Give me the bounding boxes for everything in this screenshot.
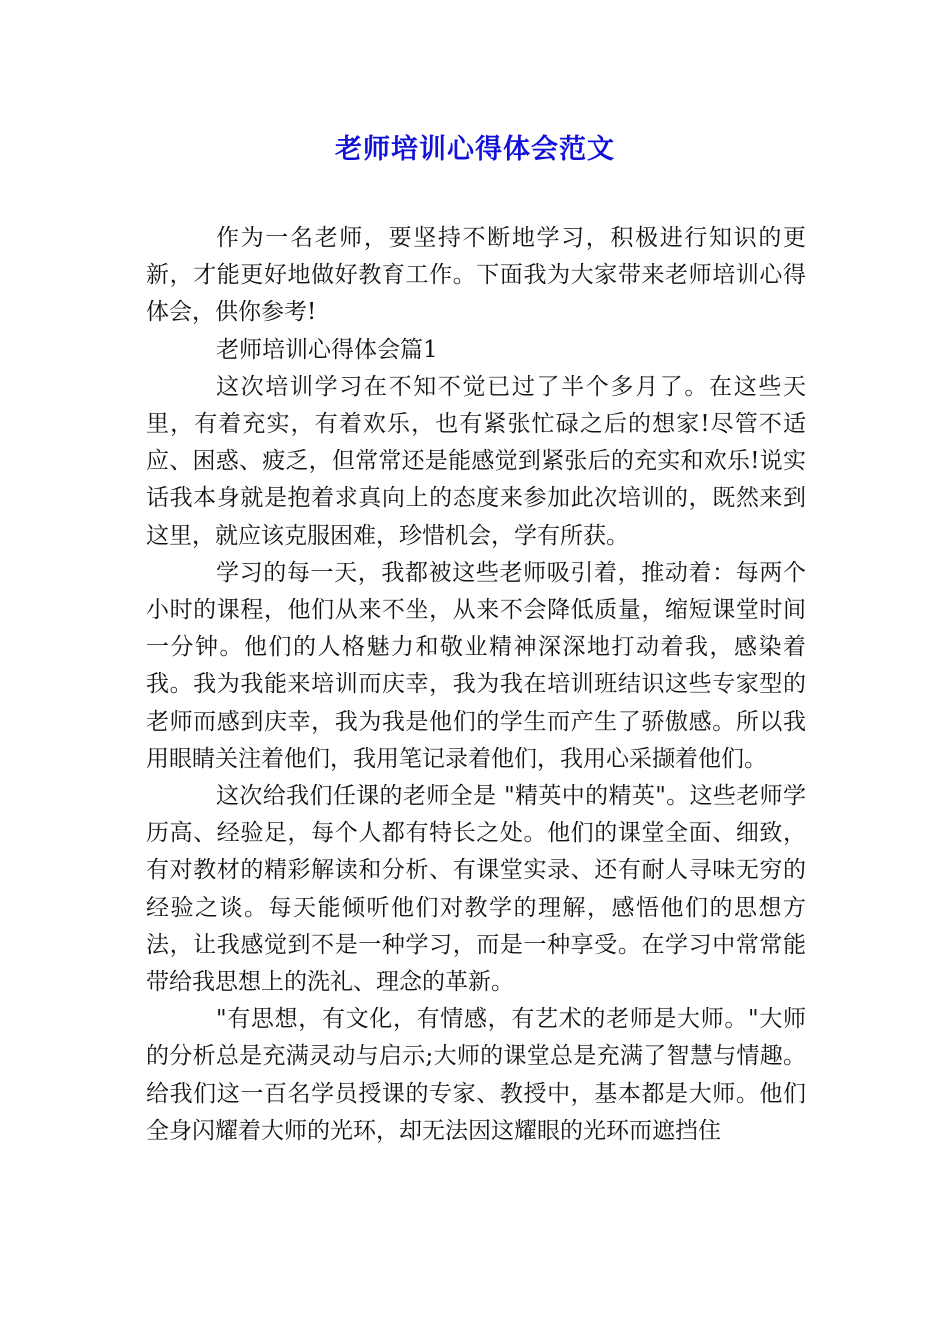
- paragraph: 这次给我们任课的老师全是 "精英中的精英"。这些老师学历高、经验足，每个人都有特长之处。他们的课堂全面、细致，有对教材的精彩解读和分析、有课堂实录、还有耐人寻味无穷的经验之谈。每天能倾听他们对教学的理解，感悟他们的思想方法，让我感觉到不是一种学习，而是一种享受。在学习中常常能带给我思想上的洗礼、理念的革新。: [146, 783, 806, 996]
- paragraph: 学习的每一天，我都被这些老师吸引着，推动着：每两个小时的课程，他们从来不坐，从来不会降低质量，缩短课堂时间一分钟。他们的人格魅力和敬业精神深深地打动着我，感染着我。我为我能来培训而庆幸，我为我在培训班结识这些专家型的老师而感到庆幸，我为我是他们的学生而产生了骄傲感。所以我用眼睛关注着他们，我用笔记录着他们，我用心采撷着他们。: [146, 559, 806, 772]
- document-title: 老师培训心得体会范文: [335, 134, 615, 165]
- paragraph: "有思想，有文化，有情感，有艺术的老师是大师。"大师的分析总是充满灵动与启示;大师的课堂总是充满了智慧与情趣。给我们这一百名学员授课的专家、教授中，基本都是大师。他们全身闪耀着大师的光环，却无法因这耀眼的光环而遮挡住: [146, 1006, 806, 1144]
- paragraph-intro: 作为一名老师，要坚持不断地学习，积极进行知识的更新，才能更好地做好教育工作。下面我为大家带来老师培训心得体会，供你参考!: [146, 225, 806, 326]
- document-body: [146, 220, 806, 1150]
- section-heading: 老师培训心得体会篇1: [216, 336, 438, 363]
- paragraph: 这次培训学习在不知不觉已过了半个多月了。在这些天里，有着充实，有着欢乐，也有紧张忙碌之后的想家!尽管不适应、困惑、疲乏，但常常还是能感觉到紧张后的充实和欢乐!说实话我本身就是抱着求真向上的态度来参加此次培训的，既然来到这里，就应该克服困难，珍惜机会，学有所获。: [146, 373, 806, 549]
